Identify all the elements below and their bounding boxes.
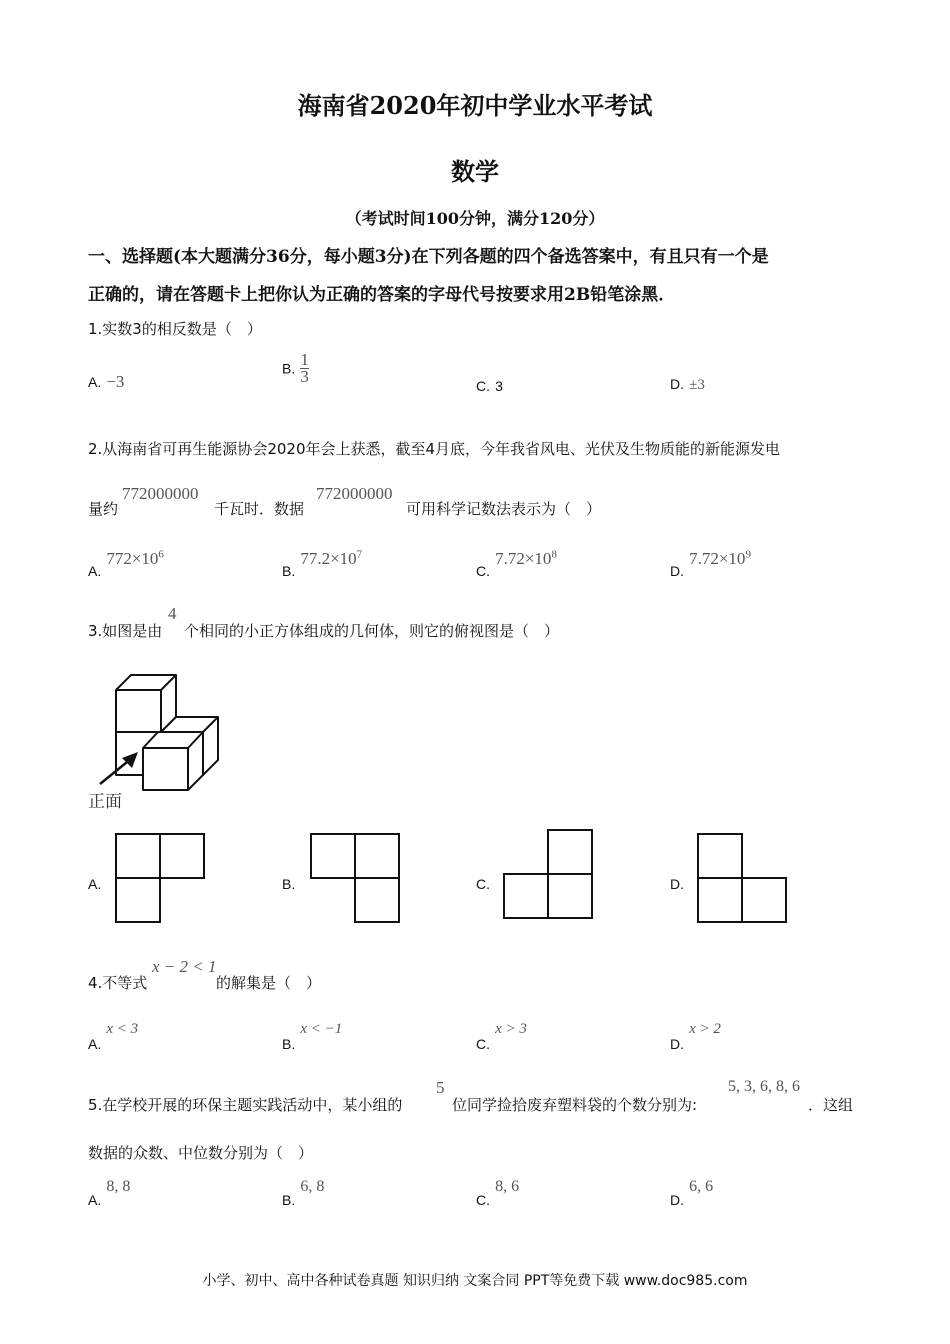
sci-base: 77.2×10	[300, 548, 357, 568]
page-footer: 小学、初中、高中各种试卷真题 知识归纳 文案合同 PPT等免费下载 www.doc985.com	[202, 1273, 748, 1289]
option-value: 8, 8	[106, 1178, 131, 1195]
section-heading-line2: 正确的，请在答题卡上把你认为正确的答案的字母代号按要求用2B铅笔涂黑．	[88, 285, 676, 305]
q2-option-c	[476, 548, 557, 579]
option-value: 3	[495, 378, 503, 394]
sci-exp: 8	[551, 548, 557, 560]
q5-option-c	[476, 1176, 520, 1208]
q1-option-a	[88, 372, 124, 392]
q3-stem-b: 个相同的小正方体组成的几何体，则它的俯视图是（ ）	[184, 622, 560, 640]
option-label: C.	[476, 562, 490, 579]
option-label: B.	[282, 1036, 296, 1052]
option-value: 6, 8	[300, 1178, 325, 1195]
numerator: 1	[300, 350, 309, 369]
q5-option-a	[88, 1176, 131, 1208]
option-label: A.	[88, 374, 102, 390]
page-title: 海南省2020年初中学业水平考试	[297, 91, 653, 120]
q4-stem-b: 的解集是（ ）	[216, 974, 322, 992]
q4-stem-a: 4.不等式	[88, 974, 148, 992]
denominator: 3	[300, 367, 309, 386]
q3-option-d-figure	[696, 832, 788, 924]
option-value: x < −1	[300, 1021, 343, 1037]
sci-exp: 9	[745, 548, 751, 560]
q2-number-1: 772000000	[122, 484, 199, 503]
fraction	[300, 352, 309, 385]
option-label: B.	[282, 360, 296, 377]
q5-count: 5	[436, 1078, 445, 1097]
option-label: B.	[282, 1192, 296, 1208]
front-label: 正面	[88, 792, 122, 812]
q2-option-d	[670, 548, 751, 579]
option-label: C.	[476, 378, 490, 394]
q4-expression: x − 2 < 1	[152, 957, 217, 976]
q4-option-b	[282, 1018, 343, 1052]
q2-stem-2c: 可用科学记数法表示为（ ）	[406, 500, 602, 518]
option-value	[689, 549, 751, 568]
q2-option-b	[282, 548, 363, 579]
q2-stem-2a: 量约	[88, 500, 119, 518]
option-label: D.	[670, 376, 684, 392]
sci-exp: 7	[356, 548, 363, 560]
q3-option-a-figure	[114, 832, 206, 924]
option-value: 8, 6	[495, 1178, 520, 1195]
option-label: A.	[88, 1192, 102, 1208]
option-label: B.	[282, 562, 296, 579]
q2-option-a	[88, 548, 164, 579]
exam-info: （考试时间100分钟，满分120分）	[345, 209, 605, 228]
q1-option-b	[282, 352, 309, 385]
option-label: A.	[88, 562, 102, 579]
q5-option-d	[670, 1176, 714, 1208]
q5-data: 5, 3, 6, 8, 6	[728, 1078, 800, 1095]
option-label: C.	[476, 1192, 490, 1208]
q5-stem-a: 5.在学校开展的环保主题实践活动中，某小组的	[88, 1096, 403, 1114]
q2-stem-2b: 千瓦时．数据	[214, 500, 305, 518]
option-label: C.	[476, 1036, 490, 1052]
q5-option-b	[282, 1176, 325, 1208]
q4-option-c	[476, 1018, 527, 1052]
q1-option-c	[476, 376, 503, 395]
option-value	[300, 549, 362, 568]
option-label: A.	[88, 1036, 102, 1052]
q2-stem-line1: 2.从海南省可再生能源协会2020年会上获悉，截至4月底，今年我省风电、光伏及生物质能的新能源发电	[88, 440, 781, 458]
q1-stem: 1.实数3的相反数是（ ）	[88, 320, 262, 338]
section-heading-line1: 一、选择题(本大题满分36分，每小题3分)在下列各题的四个备选答案中，有且只有一个是	[88, 247, 769, 267]
q3-option-b-figure	[309, 832, 401, 924]
q3-option-c-figure	[502, 828, 596, 920]
q1-option-d	[670, 374, 705, 394]
q3-stem-a: 3.如图是由	[88, 622, 163, 640]
q5-stem-c: ．这组	[808, 1096, 854, 1114]
sci-base: 7.72×10	[495, 548, 552, 568]
option-value	[495, 549, 557, 568]
q4-option-d	[670, 1018, 721, 1052]
q5-stem-line2: 数据的众数、中位数分别为（ ）	[88, 1144, 314, 1162]
option-value: x > 3	[495, 1021, 527, 1037]
option-value: ±3	[689, 377, 705, 393]
q4-option-a	[88, 1018, 139, 1052]
q3-option-a-label: A.	[88, 876, 102, 892]
q2-number-2: 772000000	[316, 484, 393, 503]
option-value: 6, 6	[689, 1178, 714, 1195]
sci-base: 7.72×10	[689, 548, 746, 568]
q5-stem-b: 位同学捡拾废弃塑料袋的个数分别为:	[452, 1096, 698, 1114]
q3-option-d-label: D.	[670, 876, 684, 892]
option-value: −3	[106, 372, 125, 391]
subject-title: 数学	[451, 157, 499, 186]
option-label: D.	[670, 562, 684, 579]
option-value: x < 3	[106, 1021, 139, 1037]
q3-count: 4	[168, 604, 177, 623]
sci-exp: 6	[158, 548, 164, 560]
option-value: x > 2	[689, 1021, 721, 1037]
sci-base: 772×10	[106, 548, 159, 568]
q3-option-c-label: C.	[476, 876, 490, 892]
q3-option-b-label: B.	[282, 876, 296, 892]
option-label: D.	[670, 1192, 684, 1208]
option-value	[106, 549, 164, 568]
option-label: D.	[670, 1036, 684, 1052]
